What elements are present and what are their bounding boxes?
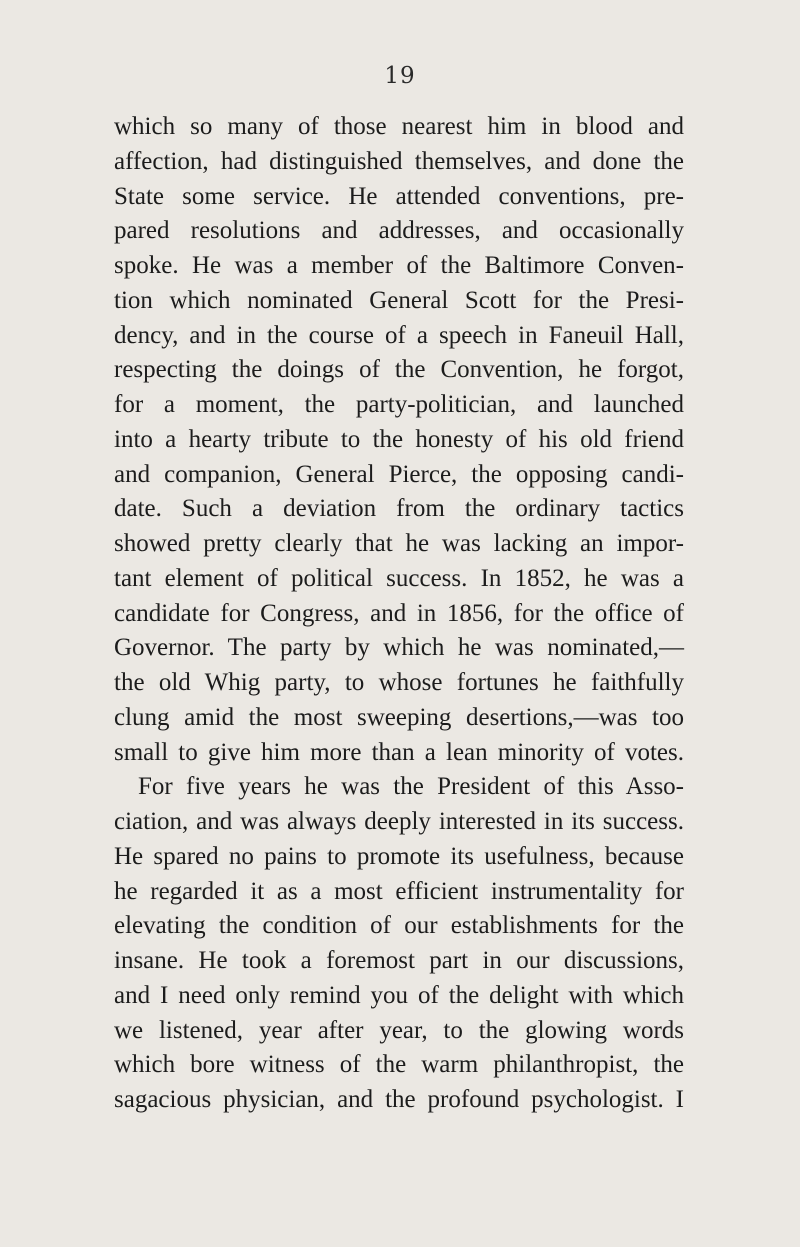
- body-text: [114, 110, 684, 1118]
- text-line: which bore witness of the warm philanthropist, the: [114, 1051, 684, 1079]
- text-line: for a moment, the party-politician, and launched: [114, 391, 684, 418]
- paragraph-first-line: For five years he was the President of this Asso-: [138, 773, 684, 801]
- text-line: which so many of those nearest him in blood and: [114, 113, 684, 140]
- text-line: into a hearty tribute to the honesty of his old friend: [114, 425, 684, 453]
- text-line: tant element of political success. In 1852, he was a: [114, 564, 684, 592]
- text-line: small to give him more than a lean minority of votes.: [114, 738, 684, 766]
- text-line: dency, and in the course of a speech in Faneuil Hall,: [114, 321, 684, 349]
- text-line: affection, had distinguished themselves, and done the: [114, 147, 684, 175]
- text-line: State some service. He attended conventions, pre-: [114, 182, 684, 210]
- text-line: Governor. The party by which he was nominated,—: [114, 634, 684, 662]
- text-line: and I need only remind you of the delight with which: [114, 981, 684, 1009]
- text-line: clung amid the most sweeping desertions,—was too: [114, 703, 684, 731]
- text-line: respecting the doings of the Convention, he forgot,: [114, 356, 684, 384]
- text-line: the old Whig party, to whose fortunes he faithfully: [114, 669, 684, 696]
- text-line: and companion, General Pierce, the opposing candi-: [114, 460, 684, 488]
- text-line: he regarded it as a most efficient instrumentality for: [114, 877, 684, 905]
- text-line: tion which nominated General Scott for the Presi-: [114, 286, 684, 314]
- page-number: 19: [384, 63, 416, 89]
- text-line: He spared no pains to promote its usefulness, because: [114, 842, 684, 870]
- text-line: ciation, and was always deeply interested in its success.: [114, 808, 684, 835]
- text-line: insane. He took a foremost part in our discussions,: [114, 947, 684, 974]
- text-line: pared resolutions and addresses, and occasionally: [114, 217, 684, 245]
- text-line: spoke. He was a member of the Baltimore Conven-: [114, 252, 684, 279]
- text-line: showed pretty clearly that he was lacking an impor-: [114, 530, 684, 557]
- text-line: sagacious physician, and the profound psychologist. I: [114, 1086, 684, 1113]
- text-line: we listened, year after year, to the glowing words: [114, 1016, 684, 1044]
- text-line: candidate for Congress, and in 1856, for the office of: [114, 599, 684, 627]
- text-line: elevating the condition of our establishments for the: [114, 912, 684, 940]
- text-line: date. Such a deviation from the ordinary tactics: [114, 495, 684, 523]
